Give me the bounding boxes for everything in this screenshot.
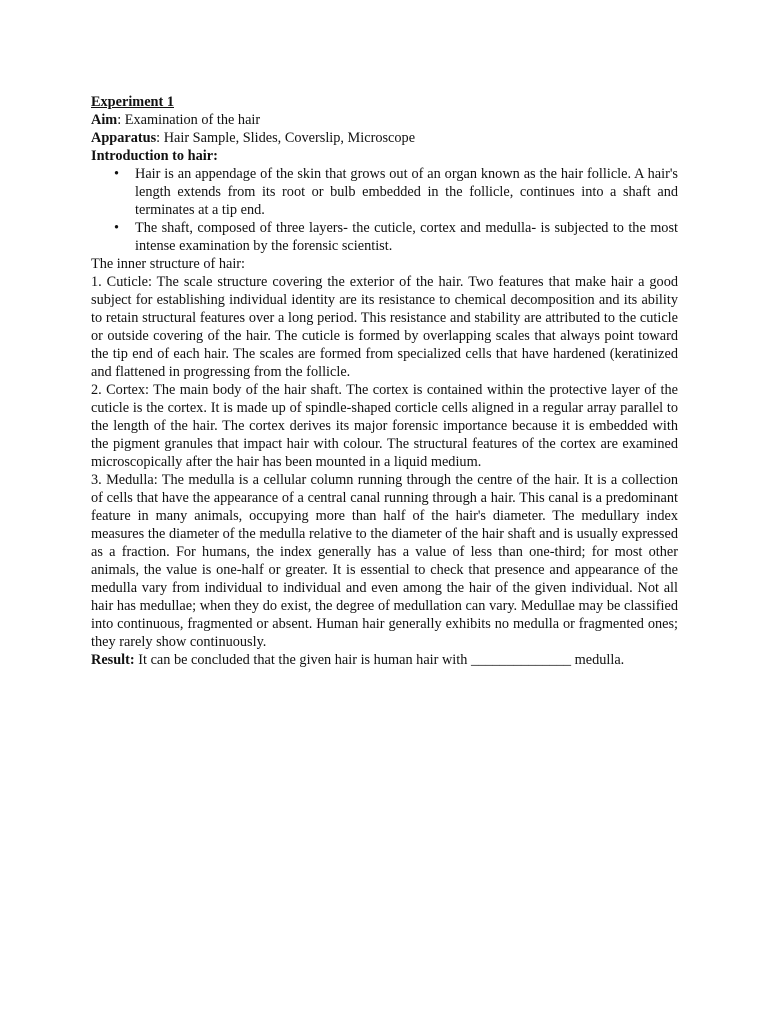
- list-item: [114, 165, 678, 219]
- inner-structure-heading: The inner structure of hair:: [91, 256, 246, 272]
- medulla-paragraph: 3. Medulla: The medulla is a cellular column running through the centre of the hair. It is a collection of cells that have the appearance of a central canal running through a hair. This canal is a predominant feature in many animals, occupying more than half of the hair's diameter. The medullary index measures the diameter of the medulla relative to the diameter of the hair shaft and is usually expressed as a fraction. For humans, the index generally has a value of less than one-third; for most other animals, the value is one-half or greater. It is essential to check that presence and appearance of the medulla vary from individual to individual and even among the hair of the given individual. Not all hair has medullae; when they do exist, the degree of medullation can vary. Medullae may be classified into continuous, fragmented or absent. Human hair generally exhibits no medulla or fragmented ones; they rarely show continuously.: [91, 472, 678, 650]
- bullet-text: Hair is an appendage of the skin that grows out of an organ known as the hair follicle. A hair's length extends from its root or bulb embedded in the follicle, continues into a shaft and terminates at a tip end.: [135, 166, 678, 218]
- cuticle-paragraph: 1. Cuticle: The scale structure covering the exterior of the hair. Two features that make hair a good subject for establishing individual identity are its resistance to chemical decomposition and its ability to retain structural features over a long period. This resistance and stability are attributed to the cuticle or outside covering of the hair. The cuticle is formed by overlapping scales that always point toward the tip end of each hair. The scales are formed from specialized cells that have hardened (keratinized and flattened in progressing from the follicle.: [91, 274, 678, 380]
- apparatus-line: [91, 129, 678, 147]
- document-page: [91, 93, 678, 669]
- result-label: Result:: [91, 652, 135, 668]
- result-text: It can be concluded that the given hair is human hair with ______________ medulla.: [134, 652, 625, 668]
- bullet-glyph: •: [114, 220, 120, 236]
- experiment-title: Experiment 1: [91, 94, 174, 110]
- cortex-paragraph: 2. Cortex: The main body of the hair shaft. The cortex is contained within the protective layer of the cuticle is the cortex. It is made up of spindle-shaped corticle cells aligned in a regular array parallel to the length of the hair. The cortex derives its major forensic importance because it is embedded with the pigment granules that impact hair with colour. The structural features of the cortex are examined microscopically after the hair has been mounted in a liquid medium.: [91, 382, 678, 470]
- aim-text: : Examination of the hair: [117, 112, 261, 128]
- apparatus-text: : Hair Sample, Slides, Coverslip, Microscope: [156, 130, 416, 146]
- bullet-text: The shaft, composed of three layers- the cuticle, cortex and medulla- is subjected to the most intense examination by the forensic scientist.: [135, 220, 678, 254]
- result-line: [91, 651, 678, 669]
- list-item: [114, 219, 678, 255]
- bullet-glyph: •: [114, 166, 120, 182]
- aim-label: Aim: [91, 112, 118, 128]
- introduction-heading: Introduction to hair:: [91, 148, 218, 164]
- aim-line: [91, 111, 678, 129]
- apparatus-label: Apparatus: [91, 130, 157, 146]
- introduction-bullet-list: [91, 165, 678, 255]
